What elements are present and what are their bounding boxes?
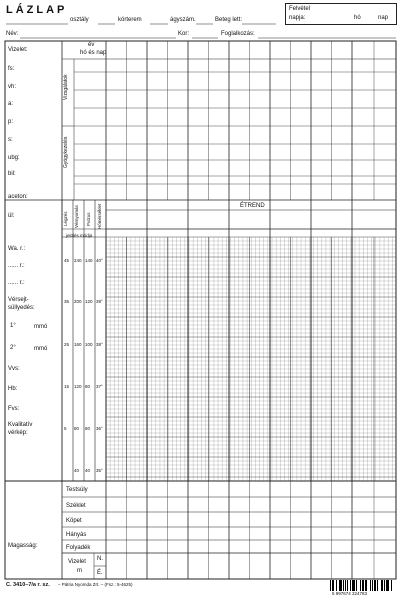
scale-value: 140 [85, 258, 93, 263]
scale-value: 5 [64, 426, 67, 431]
scale-value: 80 [85, 384, 91, 389]
scale-value: 40° [96, 258, 103, 263]
osztaly-label: osztály [70, 17, 89, 23]
versejt1-label: Vérsejt- [8, 297, 29, 303]
p-label: p: [8, 119, 14, 125]
pulzus-head: Pulzus [86, 212, 91, 226]
s-label: s: [8, 137, 13, 143]
form-code: C. 3410–7/a r. sz. [6, 582, 50, 588]
vernyomas-head: Vérnyomás [74, 205, 79, 228]
jeloles-label: jelölés módja [66, 233, 93, 238]
fs-label: fs: [8, 66, 15, 72]
scale-value: 40 [74, 468, 80, 473]
vizelet-bottom-label: Vizelet [68, 559, 86, 565]
barcode [330, 580, 392, 591]
scale-value: 37° [96, 384, 103, 389]
n-label: N. [97, 556, 103, 562]
second-label: 2° [10, 345, 16, 351]
scale-value: 80 [74, 426, 80, 431]
magassag-label: Magasság: [8, 543, 38, 549]
barcode-bar [341, 580, 342, 591]
barcode-bar [384, 580, 385, 591]
scale-value: 160 [74, 342, 82, 347]
r1-label: ...... r.: [8, 263, 25, 269]
hanyas-label: Hányás [66, 532, 87, 538]
fvs-label: Fvs: [8, 406, 20, 412]
kval2-label: vérkép: [8, 430, 28, 436]
mmo2-label: mmó [34, 346, 48, 352]
scale-value: 38° [96, 342, 103, 347]
agyszam-label: ágyszám. [170, 17, 196, 23]
foglalkozas-label: Foglalkozás: [221, 31, 255, 37]
barcode-bar [336, 580, 337, 591]
barcode-bar [370, 580, 371, 591]
m-label: m [77, 568, 82, 574]
napja-label: napja: [289, 15, 306, 21]
scale-value: 25 [64, 342, 70, 347]
barcode-bar [354, 580, 355, 591]
barcode-bar [363, 580, 364, 591]
scale-value: 39° [96, 299, 103, 304]
publisher-text: – Pátria Nyomda Zrt. – (Fsz.: 5-4625) [58, 582, 133, 587]
scale-value: 200 [74, 299, 82, 304]
versejt2-label: süllyedés: [8, 305, 35, 311]
scale-value: 36° [96, 426, 103, 431]
bil-label: bil: [8, 171, 16, 177]
szeklet-label: Széklet [66, 503, 86, 509]
scale-value: 35° [96, 468, 103, 473]
scale-value: 240 [74, 258, 82, 263]
felvetel-label: Felvétel [289, 6, 311, 12]
scale-value: 60 [85, 426, 91, 431]
wa-label: Wa. r.: [8, 246, 26, 252]
etrend-label: ÉTREND [240, 203, 265, 209]
legzes-head: Légzés [63, 211, 68, 226]
aceton-label: aceton: [8, 194, 28, 200]
barcode-bar [333, 580, 334, 591]
barcode-bar [343, 580, 344, 591]
barcode-bar [382, 580, 383, 591]
e-label: É. [97, 570, 103, 576]
scale-value: 100 [85, 342, 93, 347]
kopet-label: Köpet [66, 518, 82, 524]
scale-value: 120 [74, 384, 82, 389]
nap-label: nap [378, 15, 389, 21]
scale-value: 40 [85, 468, 91, 473]
barcode-bar [330, 580, 331, 591]
mmo1-label: mmó [34, 324, 48, 330]
barcode-bar [347, 580, 348, 591]
barcode-bar [366, 580, 367, 591]
barcode-bar [391, 580, 392, 591]
barcode-bar [377, 580, 378, 591]
barcode-bar [372, 580, 373, 591]
barcode-bar [375, 580, 376, 591]
homerseklet-head: Hőmérséklet [97, 203, 102, 229]
ho-label: hó [354, 15, 361, 21]
barcode-number: 5 997674 324783 [332, 591, 368, 596]
ho-nap-label: hó és nap [80, 50, 107, 56]
a-label: a: [8, 101, 14, 107]
testsuly-label: Testsúly [66, 487, 88, 493]
folyadek-label: Folyadék [66, 545, 91, 551]
korterem-label: kórterem [118, 17, 142, 23]
kval1-label: Kvalitatív [8, 422, 33, 428]
page-title: LÁZLAP [6, 4, 68, 16]
kor-label: Kor: [178, 31, 190, 37]
first-label: 1° [10, 323, 16, 329]
scale-value: 120 [85, 299, 93, 304]
ubg-label: ubg: [8, 155, 20, 161]
vvs-label: Vvs: [8, 366, 20, 372]
beteg-lett-label: Beteg lett: [215, 17, 243, 23]
scale-value: 15 [64, 384, 70, 389]
barcode-bar [350, 580, 351, 591]
vizelet-label: Vizelet: [8, 47, 28, 53]
gyogykezeles-label: Gyógykezelés [63, 136, 69, 168]
scale-value: 35 [64, 299, 70, 304]
barcode-bar [356, 580, 357, 591]
scale-value: 45 [64, 258, 70, 263]
vh-label: vh: [8, 84, 17, 90]
vizsgalatok-label: Vizsgálatok [63, 74, 69, 100]
ev-label: év [88, 42, 95, 48]
hb-label: Hb: [8, 386, 18, 392]
barcode-bar [388, 580, 389, 591]
r2-label: ...... r.: [8, 280, 25, 286]
barcode-bar [360, 580, 361, 591]
ul-label: ül: [8, 213, 15, 219]
nev-label: Név: [6, 31, 19, 37]
